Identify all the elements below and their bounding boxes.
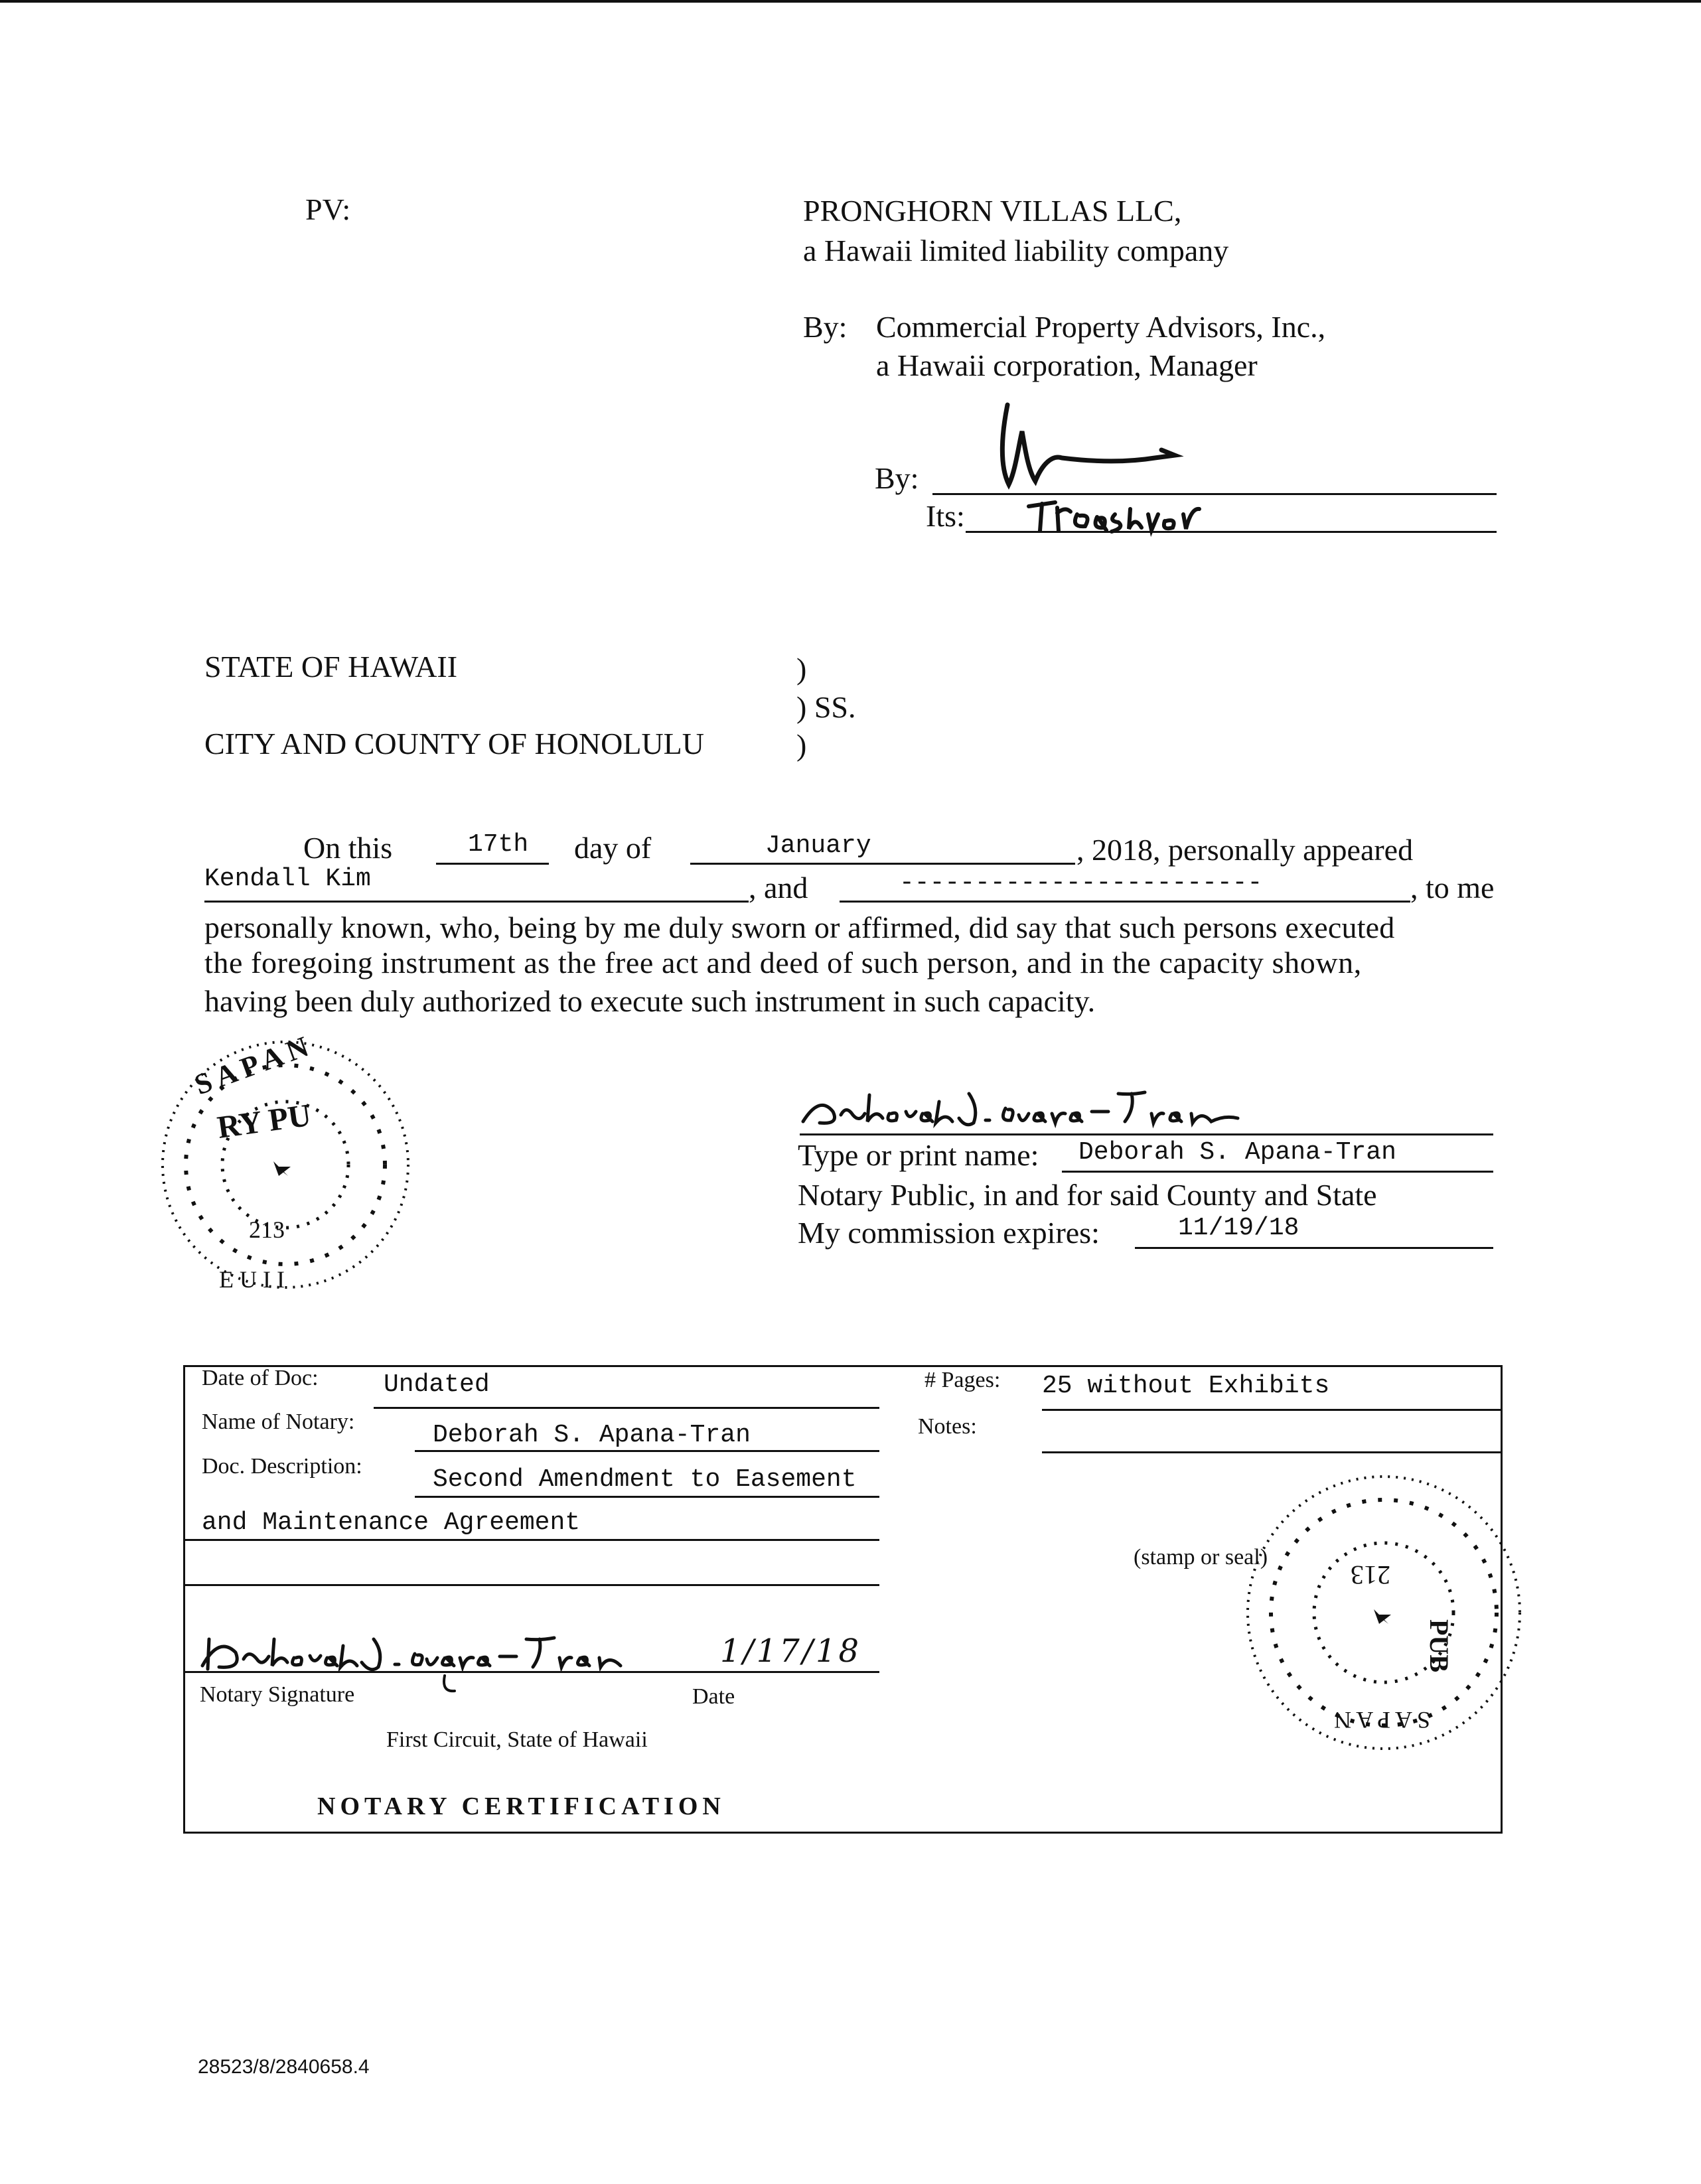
notary-seal-right <box>1231 1460 1550 1765</box>
by-signature-label: By: <box>875 461 919 495</box>
doc-description-value-2: and Maintenance Agreement <box>202 1508 581 1537</box>
ack-day-line <box>436 863 549 865</box>
svg-text:E U I I: E U I I <box>219 1266 285 1293</box>
ack-person-2-line <box>840 901 1410 903</box>
ack-to-me: , to me <box>1410 871 1495 905</box>
certification-signature-date: 1/17/18 <box>720 1633 862 1670</box>
footer-doc-number: 28523/8/2840658.4 <box>198 2056 370 2078</box>
notary-public-text: Notary Public, in and for said County and State <box>798 1178 1377 1212</box>
notary-name-label: Name of Notary: <box>202 1410 355 1434</box>
party-label: PV: <box>305 192 351 226</box>
by-label: By: <box>803 310 848 344</box>
company-name: PRONGHORN VILLAS LLC, <box>803 194 1182 228</box>
doc-description-value-1: Second Amendment to Easement <box>433 1465 857 1494</box>
doc-description-label: Doc. Description: <box>202 1454 362 1479</box>
venue-paren-2: ) <box>796 728 807 762</box>
notary-signature <box>800 1082 1357 1135</box>
ack-person-1-line <box>204 901 749 903</box>
svg-text:213: 213 <box>249 1216 285 1243</box>
date-label: Date <box>692 1684 735 1709</box>
svg-text:S A P A N: S A P A N <box>1334 1707 1430 1733</box>
ack-month-line <box>690 863 1075 865</box>
its-label: Its: <box>926 499 965 533</box>
commission-value: 11/19/18 <box>1178 1214 1299 1242</box>
ack-person-2-value: ------------------------ <box>899 869 1263 897</box>
print-name-line <box>1062 1171 1493 1173</box>
ack-person-1-value: Kendall Kim <box>204 865 371 893</box>
ack-and-text: , and <box>749 871 808 905</box>
ack-body-line-3: having been duly authorized to execute such instrument in such capacity. <box>204 984 1096 1018</box>
company-description: a Hawaii limited liability company <box>803 234 1229 267</box>
commission-line <box>1135 1247 1493 1249</box>
ack-month-value: January <box>765 832 871 860</box>
ack-year-text: , 2018, personally appeared <box>1076 833 1414 867</box>
doc-description-line-1 <box>415 1496 879 1498</box>
notary-signature-line <box>800 1133 1493 1135</box>
ack-on-this: On this <box>303 831 393 865</box>
ack-day-of: day of <box>574 831 652 865</box>
notes-label: Notes: <box>918 1414 977 1439</box>
svg-text:213: 213 <box>1351 1560 1390 1590</box>
notary-seal-left <box>119 1015 465 1307</box>
print-name-value: Deborah S. Apana-Tran <box>1078 1138 1396 1167</box>
ack-body-line-2: the foregoing instrument as the free act and deed of such person, and in the capacity shown, <box>204 946 1362 980</box>
certification-title: NOTARY CERTIFICATION <box>317 1792 725 1820</box>
ack-day-value: 17th <box>468 830 529 859</box>
pages-line <box>1042 1409 1503 1411</box>
doc-description-line-2 <box>185 1539 879 1541</box>
notary-name-line <box>415 1450 879 1452</box>
date-of-doc-value: Undated <box>384 1370 490 1399</box>
stamp-or-seal-label: (stamp or seal) <box>1134 1545 1268 1569</box>
svg-text:PUB: PUB <box>1424 1619 1454 1672</box>
svg-text:S A P A N: S A P A N <box>190 1030 313 1102</box>
venue-paren-1: ) <box>796 652 807 686</box>
notary-name-value: Deborah S. Apana-Tran <box>433 1421 751 1449</box>
notary-signature-label: Notary Signature <box>200 1682 355 1707</box>
manager-name: Commercial Property Advisors, Inc., <box>876 310 1326 344</box>
ack-body-line-1: personally known, who, being by me duly sworn or affirmed, did say that such persons executed <box>204 910 1395 944</box>
notary-signature-line-box <box>185 1671 879 1673</box>
venue-county: CITY AND COUNTY OF HONOLULU <box>204 727 705 761</box>
pages-label: # Pages: <box>924 1368 1001 1392</box>
svg-text:RY PU: RY PU <box>215 1097 313 1145</box>
date-of-doc-line <box>374 1407 879 1409</box>
date-of-doc-label: Date of Doc: <box>202 1366 319 1390</box>
venue-state: STATE OF HAWAII <box>204 650 458 684</box>
print-name-label: Type or print name: <box>798 1138 1039 1172</box>
manager-description: a Hawaii corporation, Manager <box>876 348 1258 382</box>
top-border-line <box>0 0 1701 3</box>
venue-ss: ) SS. <box>796 690 856 724</box>
doc-description-line-3 <box>185 1584 879 1586</box>
notes-line <box>1042 1451 1503 1453</box>
pages-value: 25 without Exhibits <box>1042 1372 1330 1400</box>
commission-label: My commission expires: <box>798 1216 1100 1250</box>
officer-signature <box>989 392 1188 498</box>
circuit-text: First Circuit, State of Hawaii <box>386 1727 648 1752</box>
its-handwritten-title <box>1025 494 1205 541</box>
